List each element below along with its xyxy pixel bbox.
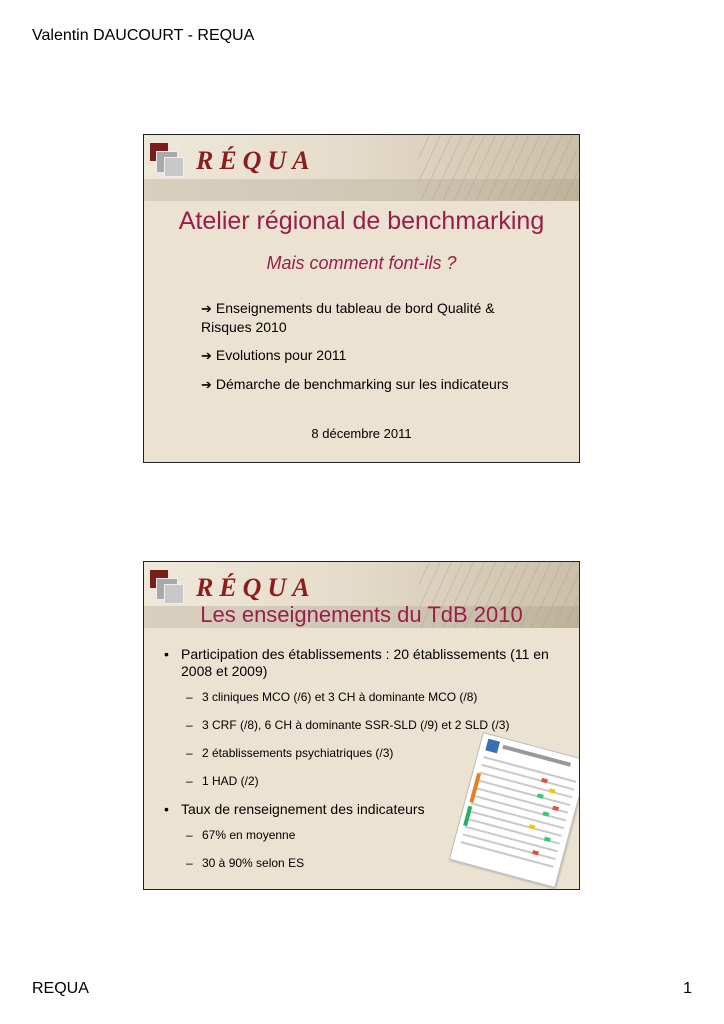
bullet-item: • Participation des établissements : 20 établissements (11 en 2008 et 2009) xyxy=(164,646,564,680)
requa-logo-text: RÉQUA xyxy=(196,573,316,602)
agenda-item: ➔ Evolutions pour 2011 xyxy=(201,347,347,363)
slide-title: Atelier régional de benchmarking xyxy=(178,207,545,235)
arrow-right-icon: ➔ xyxy=(201,301,212,316)
arrow-right-icon: ➔ xyxy=(201,348,212,363)
slide-title: Les enseignements du TdB 2010 xyxy=(200,602,523,627)
sub-bullet-item: – 3 cliniques MCO (/6) et 3 CH à dominante MCO (/8) xyxy=(164,689,564,706)
requa-logo-text: RÉQUA xyxy=(196,146,316,175)
slide-subtitle: Mais comment font-ils ? xyxy=(266,253,457,273)
sub-bullet-item: – 3 CRF (/8), 6 CH à dominante SSR-SLD (/9) et 2 SLD (/3) xyxy=(164,717,564,734)
sub-bullet-item: – 30 à 90% selon ES xyxy=(164,855,564,872)
slide-date: 8 décembre 2011 xyxy=(311,426,412,441)
arrow-right-icon: ➔ xyxy=(201,377,212,392)
agenda-item: ➔ Démarche de benchmarking sur les indicateurs xyxy=(201,376,509,392)
page-number: 1 xyxy=(683,980,692,997)
sub-bullet-item: – 2 établissements psychiatriques (/3) xyxy=(164,745,564,762)
slide-1 xyxy=(143,134,580,463)
requa-logo-mark xyxy=(150,570,184,604)
sub-bullet-item: – 1 HAD (/2) xyxy=(164,773,564,790)
bullet-item: • Taux de renseignement des indicateurs xyxy=(164,801,564,818)
page-header: Valentin DAUCOURT - REQUA xyxy=(32,27,255,44)
slide-2 xyxy=(143,561,580,890)
slide-banner xyxy=(144,135,579,201)
sub-bullet-item: – 67% en moyenne xyxy=(164,827,564,844)
agenda-item: ➔ Enseignements du tableau de bord Qualité & Risques 2010 xyxy=(201,300,495,335)
requa-logo-mark xyxy=(150,143,184,177)
agenda-list xyxy=(201,299,531,404)
page-footer-left: REQUA xyxy=(32,980,89,997)
